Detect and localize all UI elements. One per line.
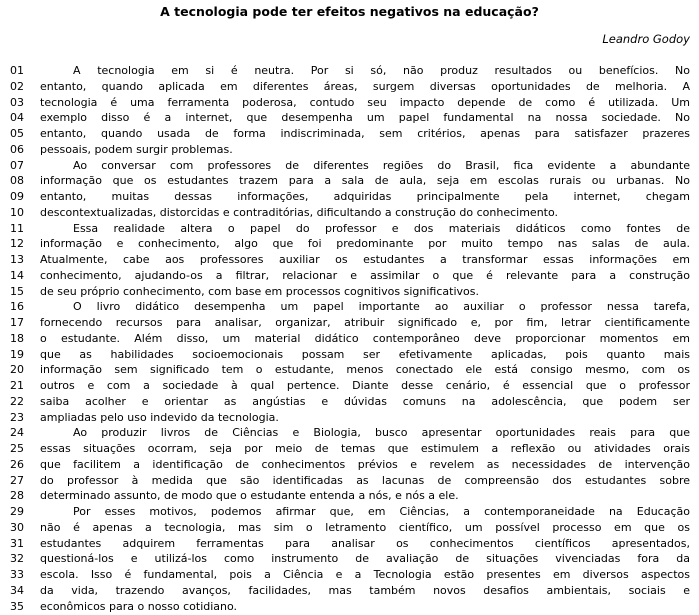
text-line — [0, 189, 699, 205]
line-number: 22 — [10, 394, 24, 408]
text-line — [0, 488, 699, 504]
text-line — [0, 205, 699, 221]
text-line — [0, 504, 699, 520]
line-text: o estudante. Além disso, um material didático contemporâneo deve proporcionar momentos em — [40, 331, 690, 345]
line-number: 21 — [10, 379, 24, 392]
line-text: Atualmente, cabe aos professores auxiliar os estudantes a transformar essas informações em — [40, 253, 690, 266]
line-text: informação que os estudantes trazem para a sala de aula, seja em escolas rurais ou urbanas. No — [40, 174, 690, 188]
text-line — [0, 473, 699, 489]
text-line — [0, 252, 699, 268]
line-text: que facilitem a identificação de conhecimentos prévios e revelem as necessidades de intervenção — [40, 457, 690, 471]
line-text: conhecimento, ajudando-os a filtrar, relacionar e assimilar o que é relevante para a construção — [40, 268, 690, 282]
text-line — [0, 441, 699, 457]
document-body — [0, 63, 699, 614]
line-text: pessoais, podem surgir problemas. — [40, 142, 233, 156]
line-text: Ao conversar com professores de diferentes regiões do Brasil, fica evidente a abundante — [73, 158, 690, 172]
line-text: descontextualizadas, distorcidas e contraditórias, dificultando a construção do conhecimento. — [40, 205, 559, 219]
line-text: estudantes adquirem ferramentas para analisar os conhecimentos científicos apresentados, — [40, 536, 690, 550]
line-text: essas situações ocorram, seja por meio de temas que estimulem a reflexão ou atividades orais — [40, 442, 690, 455]
line-text: entanto, muitas dessas informações, adquiridas principalmente pela internet, chegam — [40, 190, 690, 203]
text-line — [0, 79, 699, 95]
text-line — [0, 173, 699, 189]
line-number: 10 — [10, 205, 24, 219]
text-line — [0, 284, 699, 300]
line-text: informação e conhecimento, algo que foi predominante por muito tempo nas salas de aula. — [40, 237, 690, 251]
line-text: outros e com a sociedade à qual pertence. Diante desse cenário, é essencial que o professor — [40, 379, 690, 392]
line-text: da vida, trazendo avanços, facilidades, mas também novos desafios ambientais, sociais e — [40, 583, 690, 597]
line-number: 19 — [10, 347, 24, 361]
line-text: Essa realidade altera o papel do professor e dos materiais didáticos como fontes de — [73, 221, 690, 235]
line-text: não é apenas a tecnologia, mas sim o letramento científico, um possível processo em que os — [40, 520, 690, 534]
text-line — [0, 599, 699, 615]
text-line — [0, 268, 699, 284]
text-line — [0, 158, 699, 174]
line-number: 05 — [10, 127, 24, 140]
line-number: 14 — [10, 268, 24, 282]
line-number: 06 — [10, 142, 24, 156]
line-number: 03 — [10, 95, 24, 109]
line-number: 01 — [10, 64, 24, 77]
text-line — [0, 567, 699, 583]
line-text: fornecendo recursos para analisar, organizar, atribuir significado e, por fim, letrar cientificamente — [40, 316, 690, 329]
line-number: 32 — [10, 552, 24, 566]
line-text: saiba acolher e orientar as angústias e dúvidas comuns na adolescência, que podem ser — [40, 394, 690, 408]
line-number: 20 — [10, 363, 24, 377]
line-number: 15 — [10, 284, 24, 298]
author-byline: Leandro Godoy — [602, 32, 690, 46]
line-number: 04 — [10, 111, 24, 125]
line-text: tecnologia é uma ferramenta poderosa, contudo seu impacto depende de como é utilizada. Um — [40, 95, 690, 109]
line-text: entanto, quando aplicada em diferentes áreas, surgem diversas oportunidades de melhoria. A — [40, 79, 690, 93]
text-line — [0, 347, 699, 363]
text-line — [0, 221, 699, 237]
line-text: O livro didático desempenha um papel importante ao auxiliar o professor nessa tarefa, — [73, 300, 690, 314]
line-number: 18 — [10, 331, 24, 345]
line-number: 34 — [10, 583, 24, 597]
line-number: 28 — [10, 489, 24, 503]
line-text: determinado assunto, de modo que o estudante entenda a nós, e nós a ele. — [40, 489, 459, 503]
text-line — [0, 551, 699, 567]
text-line — [0, 410, 699, 426]
line-text: que as habilidades socioemocionais possam ser efetivamente aplicadas, pois quanto mais — [40, 347, 690, 361]
line-number: 17 — [10, 316, 24, 329]
line-text: Por esses motivos, podemos afirmar que, em Ciências, a contemporaneidade na Educação — [73, 505, 690, 518]
text-line — [0, 520, 699, 536]
line-number: 07 — [10, 158, 24, 172]
line-number: 35 — [10, 599, 24, 613]
text-line — [0, 378, 699, 394]
line-number: 23 — [10, 410, 24, 424]
line-text: econômicos para o nosso cotidiano. — [40, 599, 238, 613]
page-title: A tecnologia pode ter efeitos negativos na educação? — [160, 4, 539, 19]
text-line — [0, 142, 699, 158]
text-line — [0, 457, 699, 473]
line-number: 29 — [10, 505, 24, 518]
line-text: exemplo disso é a internet, que desempenha um papel fundamental na nossa sociedade. No — [40, 111, 690, 125]
line-number: 30 — [10, 520, 24, 534]
line-text: do professor à medida que são identificadas as lacunas de compreensão dos estudantes sobre — [40, 473, 690, 487]
line-number: 27 — [10, 473, 24, 487]
text-line — [0, 299, 699, 315]
text-line — [0, 331, 699, 347]
line-number: 25 — [10, 442, 24, 455]
line-text: de seu próprio conhecimento, com base em processos cognitivos significativos. — [40, 284, 479, 298]
line-text: entanto, quando usada de forma indiscriminada, sem critérios, apenas para satisfazer prazeres — [40, 127, 690, 140]
text-line — [0, 236, 699, 252]
line-text: A tecnologia em si é neutra. Por si só, não produz resultados ou benefícios. No — [73, 64, 690, 77]
line-text: informação sem significado tem o estudante, menos conectado ele está consigo mesmo, com os — [40, 363, 690, 377]
line-number: 02 — [10, 79, 24, 93]
line-number: 24 — [10, 426, 24, 440]
line-number: 31 — [10, 536, 24, 550]
text-line — [0, 583, 699, 599]
text-line — [0, 63, 699, 79]
line-text: escola. Isso é fundamental, pois a Ciência e a Tecnologia estão presentes em diversos aspectos — [40, 568, 690, 581]
text-line — [0, 95, 699, 111]
line-text: Ao produzir livros de Ciências e Biologia, busco apresentar oportunidades reais para que — [73, 426, 690, 440]
line-text: questioná-los e utilizá-los como instrumento de avaliação de situações vivenciadas fora da — [40, 552, 690, 566]
line-number: 08 — [10, 174, 24, 188]
line-number: 13 — [10, 253, 24, 266]
line-number: 11 — [10, 221, 24, 235]
text-line — [0, 536, 699, 552]
line-number: 16 — [10, 300, 24, 314]
line-text: ampliadas pelo uso indevido da tecnologia. — [40, 410, 279, 424]
text-line — [0, 425, 699, 441]
line-number: 33 — [10, 568, 24, 581]
text-line — [0, 394, 699, 410]
text-line — [0, 362, 699, 378]
text-line — [0, 315, 699, 331]
line-number: 09 — [10, 190, 24, 203]
line-number: 26 — [10, 457, 24, 471]
line-number: 12 — [10, 237, 24, 251]
text-line — [0, 126, 699, 142]
text-line — [0, 110, 699, 126]
